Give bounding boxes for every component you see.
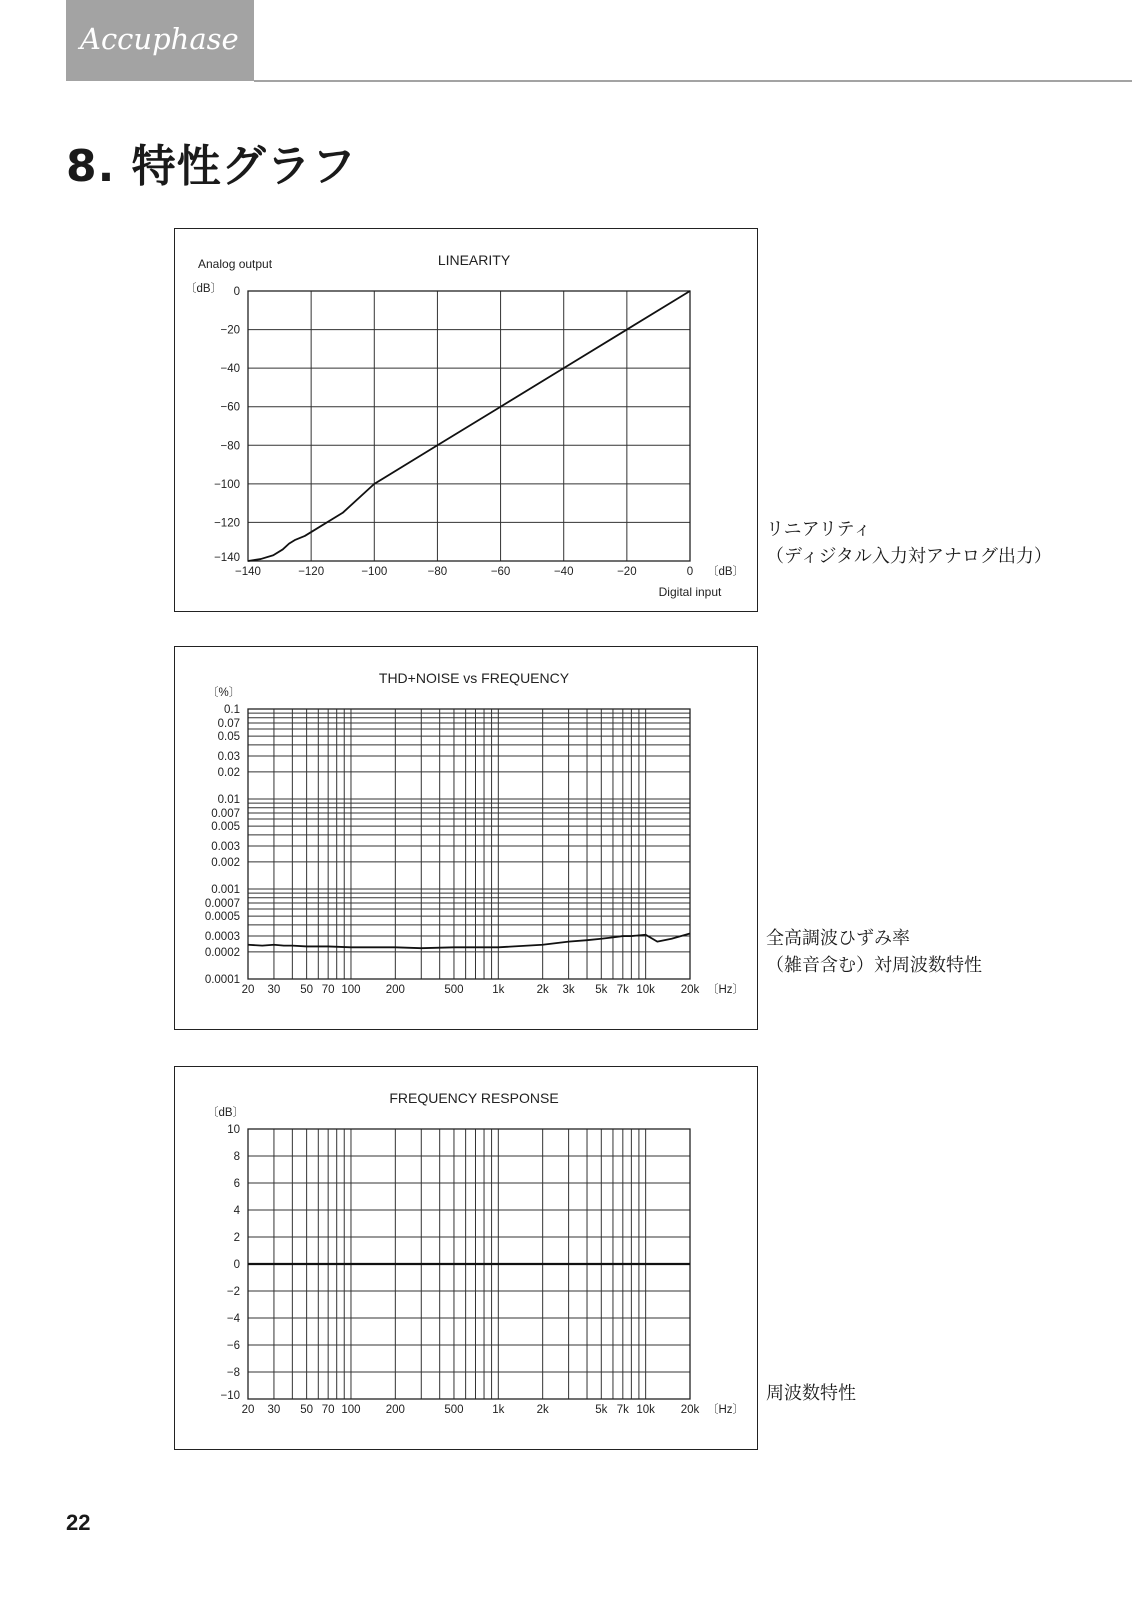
y-tick-label: −40 [220,363,240,376]
thd-caption-line: （雑音含む）対周波数特性 [766,955,982,976]
y-tick-label: 0.1 [224,704,240,716]
x-axis-label: Digital input [658,585,722,599]
y-tick-label: 0.002 [211,856,240,869]
y-tick-label: 0.005 [211,821,240,834]
x-tick-label: 1k [492,1404,505,1416]
x-tick-label: −60 [490,566,511,578]
y-tick-label: −60 [220,401,240,414]
x-tick-label: −80 [427,566,448,578]
y-tick-label: −20 [220,324,240,337]
x-tick-label: −140 [235,566,261,578]
x-tick-label: 200 [385,1404,405,1416]
y-tick-label: −10 [220,1390,240,1402]
x-tick-label: 50 [300,1404,314,1416]
y-tick-label: 0.0002 [204,946,240,959]
chart-title: THD+NOISE vs FREQUENCY [378,670,570,686]
x-tick-label: 3k [562,984,575,996]
frequency-response-chart-svg [175,1067,757,1449]
y-tick-label: 0.05 [217,731,240,744]
linearity-chart [174,228,758,612]
linearity-caption-line: リニアリティ [766,519,872,540]
x-unit-label: 〔Hz〕 [707,984,745,996]
page-title: 8. 特性グラフ [66,141,357,192]
x-tick-label: 5k [595,984,608,996]
page-number: 22 [66,1510,91,1535]
x-tick-label: −40 [553,566,574,578]
y-tick-label: −80 [220,440,240,453]
y-tick-label: 0.0001 [204,974,240,986]
thd-chart-svg [175,647,757,1029]
y-tick-label: 0.003 [211,841,240,854]
y-tick-label: −6 [226,1340,240,1352]
x-tick-label: 30 [267,984,281,996]
series-line [248,291,690,561]
y-tick-label: 0.03 [217,751,240,764]
y-tick-label: −8 [226,1367,240,1379]
y-tick-label: −4 [226,1313,240,1325]
chart-title: FREQUENCY RESPONSE [389,1090,559,1106]
y-unit-label: 〔dB〕 [185,283,223,295]
x-tick-label: 30 [267,1404,281,1416]
x-tick-label: 200 [385,984,405,996]
y-tick-label: 0.02 [217,766,240,779]
y-tick-label: 0.0007 [204,897,240,910]
x-tick-label: 500 [444,1404,464,1416]
x-unit-label: 〔dB〕 [707,566,745,578]
freq-caption-line: 周波数特性 [766,1383,856,1404]
y-tick-label: −140 [214,552,240,564]
linearity-caption-line: （ディジタル入力対アナログ出力） [766,546,1052,567]
y-tick-label: 10 [227,1124,240,1136]
x-tick-label: 500 [444,984,464,996]
x-tick-label: 20 [241,984,255,996]
brand-logo: Accuphase [80,22,239,56]
y-tick-label: −100 [214,478,240,491]
plot-frame [248,709,690,979]
x-tick-label: 2k [536,1404,549,1416]
x-tick-label: 5k [595,1404,608,1416]
y-unit-label: 〔dB〕 [207,1107,245,1119]
y-tick-label: 0 [233,1259,240,1271]
y-tick-label: 2 [233,1232,240,1244]
y-tick-label: −2 [226,1286,240,1298]
y-unit-label: 〔%〕 [207,687,241,699]
y-tick-label: 4 [233,1205,240,1217]
header-rule [254,80,1132,82]
y-tick-label: 0.01 [217,794,240,806]
y-tick-label: 0.0003 [204,931,240,944]
x-tick-label: 70 [321,1404,335,1416]
freq-caption [766,1380,856,1407]
brand-logo-box [66,0,254,81]
x-tick-label: 10k [636,984,655,996]
y-tick-label: 8 [233,1151,240,1163]
x-tick-label: −20 [617,566,637,578]
thd-chart [174,646,758,1030]
x-tick-label: 50 [300,984,314,996]
x-tick-label: 10k [636,1404,655,1416]
x-tick-label: 2k [536,984,549,996]
y-axis-label: Analog output [198,257,273,271]
x-tick-label: 7k [616,1404,629,1416]
x-tick-label: 100 [341,1404,361,1416]
chart-title: LINEARITY [437,252,511,268]
y-tick-label: 6 [233,1178,240,1190]
y-tick-label: −120 [214,517,240,530]
thd-caption-line: 全高調波ひずみ率 [766,928,910,949]
y-tick-label: 0 [233,286,240,298]
x-tick-label: 0 [686,566,694,578]
linearity-chart-svg [175,229,757,611]
y-tick-label: 0.07 [217,717,240,730]
x-tick-label: 20k [680,984,700,996]
x-tick-label: −120 [298,566,325,578]
x-tick-label: −100 [361,566,388,578]
x-tick-label: 7k [616,984,629,996]
y-tick-label: 0.001 [211,884,240,896]
linearity-caption [766,516,1052,570]
x-tick-label: 1k [492,984,505,996]
x-tick-label: 70 [321,984,335,996]
frequency-response-chart [174,1066,758,1450]
y-tick-label: 0.007 [211,807,240,820]
y-tick-label: 0.0005 [204,911,240,924]
thd-caption [766,925,982,979]
x-tick-label: 100 [341,984,361,996]
x-unit-label: 〔Hz〕 [707,1404,745,1416]
x-tick-label: 20 [241,1404,255,1416]
x-tick-label: 20k [680,1404,700,1416]
